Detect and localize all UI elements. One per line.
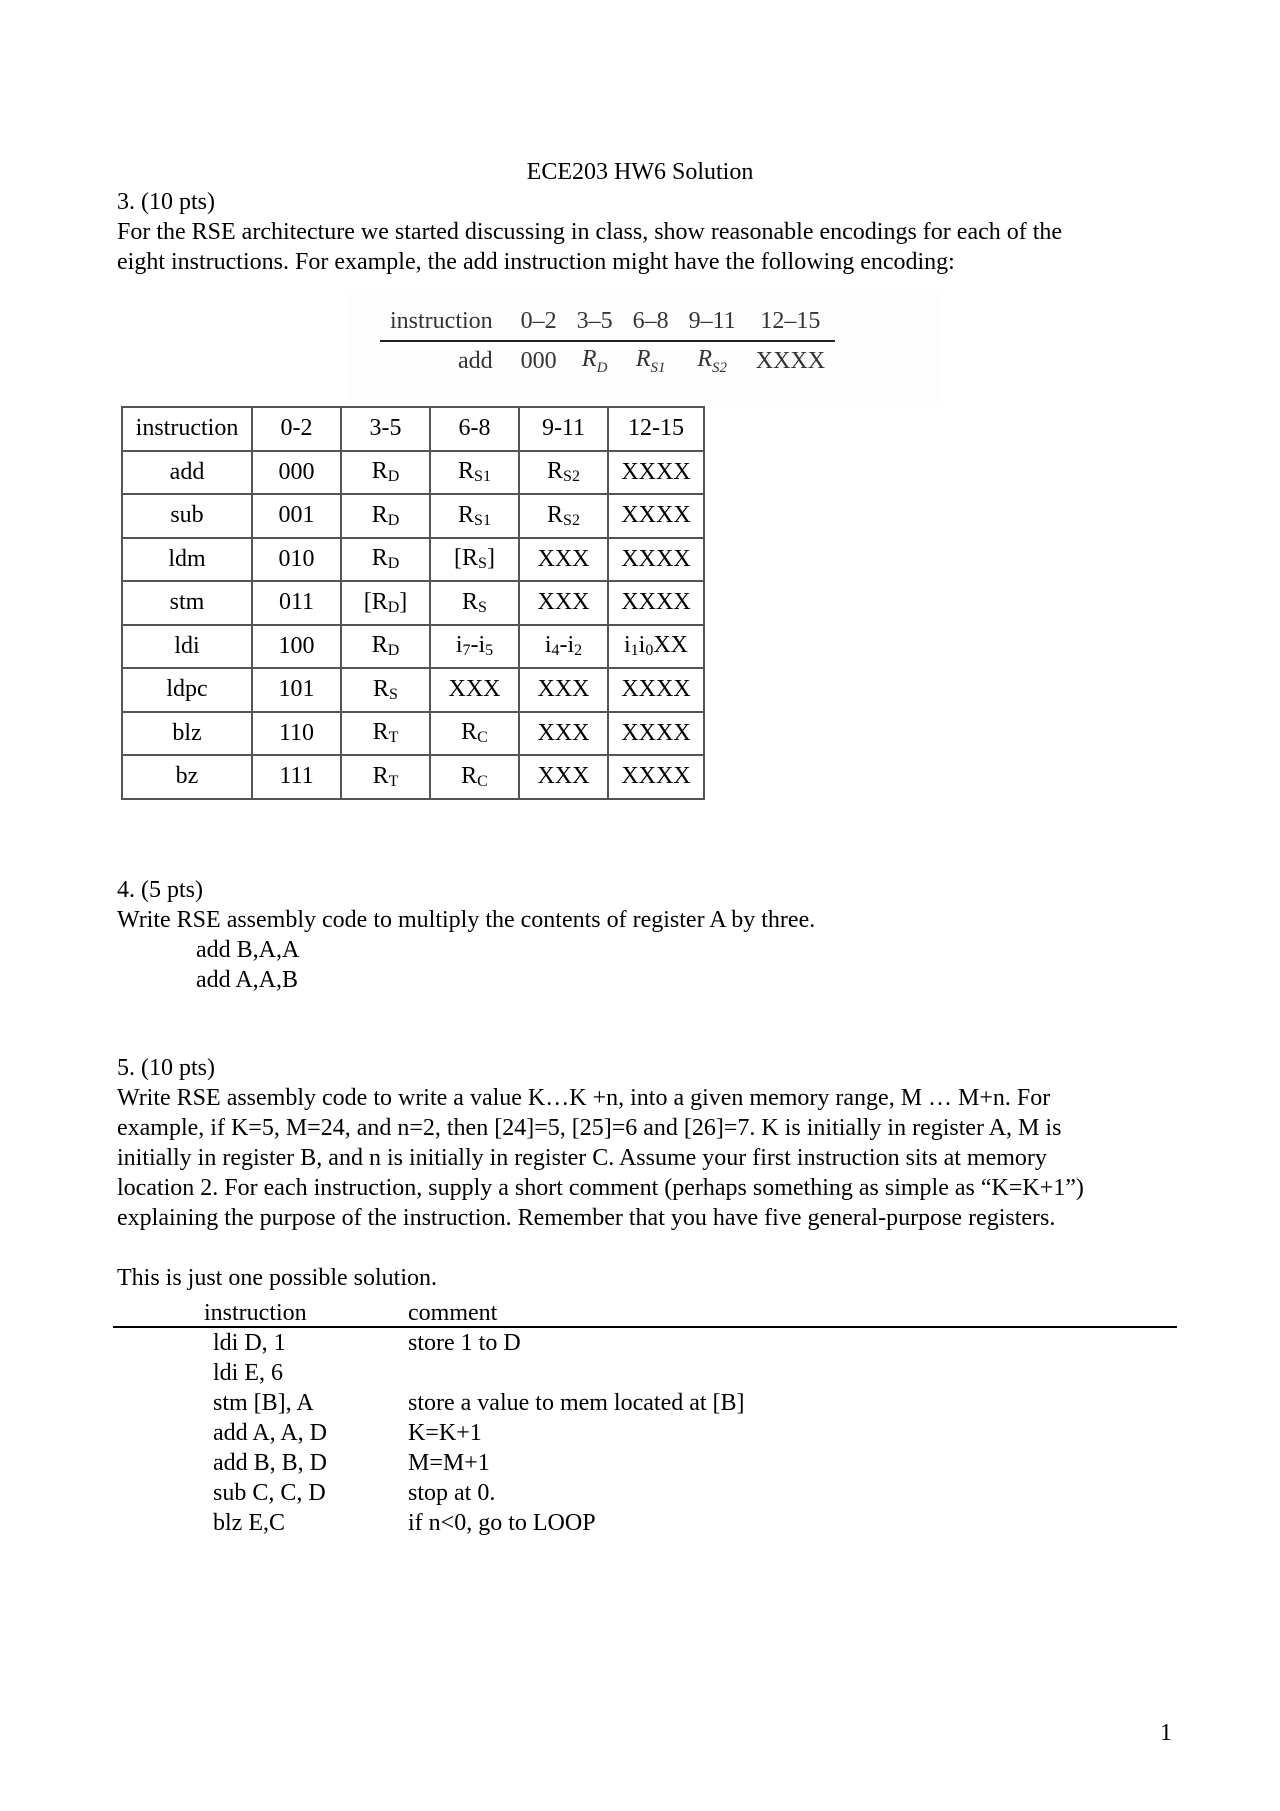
header-cell: 9-11 <box>519 407 608 451</box>
table-header-row <box>122 407 704 451</box>
table-cell: RD <box>341 625 430 669</box>
page-number: 1 <box>1160 1720 1172 1746</box>
q5-text-line: initially in register B, and n is initially in register C. Assume your first instruction sits at memory <box>117 1145 1047 1171</box>
table-cell: 001 <box>252 494 341 538</box>
q5-text-line: Write RSE assembly code to write a value K…K +n, into a given memory range, M … M+n. For <box>117 1085 1051 1111</box>
table-cell: 110 <box>252 712 341 756</box>
example-cell: XXXX <box>755 347 826 374</box>
listing-comment: store a value to mem located at [B] <box>408 1390 745 1416</box>
example-header-cell: 9–11 <box>679 302 746 341</box>
table-cell: 010 <box>252 538 341 582</box>
listing-comment: stop at 0. <box>408 1480 496 1506</box>
listing-instruction: blz E,C <box>213 1510 285 1536</box>
example-cell: $R_{S1}$ <box>635 345 666 376</box>
table-cell: XXX <box>519 755 608 799</box>
table-cell: bz <box>122 755 252 799</box>
example-encoding-figure <box>346 290 942 402</box>
table-cell: XXXX <box>608 712 704 756</box>
listing-instruction: ldi E, 6 <box>213 1360 283 1386</box>
q3-text-line: For the RSE architecture we started discussing in class, show reasonable encodings for each of the <box>117 219 1063 245</box>
q3-heading: 3. (10 pts) <box>117 189 215 215</box>
example-header-cell: 3–5 <box>567 302 623 341</box>
table-cell: XXXX <box>608 668 704 712</box>
table-cell: RS2 <box>519 451 608 495</box>
table-cell: XXXX <box>608 581 704 625</box>
table-cell: [RS] <box>430 538 519 582</box>
table-cell: 000 <box>252 451 341 495</box>
table-cell: XXX <box>519 538 608 582</box>
table-cell: 101 <box>252 668 341 712</box>
table-cell: stm <box>122 581 252 625</box>
table-cell: 111 <box>252 755 341 799</box>
table-cell: RC <box>430 712 519 756</box>
q5-heading: 5. (10 pts) <box>117 1055 215 1081</box>
table-cell: RD <box>341 494 430 538</box>
table-cell: add <box>122 451 252 495</box>
table-cell: RS <box>430 581 519 625</box>
example-cell: add <box>458 347 493 374</box>
table-cell: XXX <box>519 712 608 756</box>
table-cell: XXXX <box>608 451 704 495</box>
table-cell: XXXX <box>608 494 704 538</box>
q5-section <box>117 1053 1177 1293</box>
table-cell: ldm <box>122 538 252 582</box>
listing-instruction: add A, A, D <box>213 1420 327 1446</box>
table-cell: XXXX <box>608 755 704 799</box>
example-cell: $R_{S2}$ <box>697 345 728 376</box>
page-title: ECE203 HW6 Solution <box>526 159 754 185</box>
listing-comment: K=K+1 <box>408 1420 482 1446</box>
listing-header-comment: comment <box>408 1300 498 1326</box>
q5-note: This is just one possible solution. <box>117 1265 438 1291</box>
example-header-cell: 6–8 <box>623 302 679 341</box>
table-cell: RD <box>341 451 430 495</box>
header-cell: 6-8 <box>430 407 519 451</box>
listing-instruction: add B, B, D <box>213 1450 327 1476</box>
q5-text-line: explaining the purpose of the instruction. Remember that you have five general-purpose registers. <box>117 1205 1056 1231</box>
q5-text-line: example, if K=5, M=24, and n=2, then [24]=5, [25]=6 and [26]=7. K is initially in register A, M is <box>117 1115 1062 1141</box>
header-cell: instruction <box>122 407 252 451</box>
table-cell: RS2 <box>519 494 608 538</box>
table-cell: ldpc <box>122 668 252 712</box>
example-cell: $R_D$ <box>581 345 608 376</box>
table-cell: XXX <box>430 668 519 712</box>
header-cell: 12-15 <box>608 407 704 451</box>
table-row <box>122 668 704 712</box>
table-cell: RT <box>341 712 430 756</box>
listing-instruction: ldi D, 1 <box>213 1330 286 1356</box>
table-row <box>122 581 704 625</box>
table-cell: [RD] <box>341 581 430 625</box>
table-cell: sub <box>122 494 252 538</box>
code-line: add A,A,B <box>196 967 298 993</box>
listing-comment: M=M+1 <box>408 1450 490 1476</box>
table-row <box>122 451 704 495</box>
table-cell: RS1 <box>430 451 519 495</box>
table-row <box>122 755 704 799</box>
table-cell: RT <box>341 755 430 799</box>
table-cell: RC <box>430 755 519 799</box>
example-encoding-table <box>380 302 835 380</box>
table-cell: XXX <box>519 668 608 712</box>
table-cell: ldi <box>122 625 252 669</box>
table-row <box>122 494 704 538</box>
listing-comment: if n<0, go to LOOP <box>408 1510 596 1536</box>
header-cell: 0-2 <box>252 407 341 451</box>
table-cell: 011 <box>252 581 341 625</box>
q4-section <box>117 875 1177 935</box>
table-cell: XXX <box>519 581 608 625</box>
table-cell: i4-i2 <box>519 625 608 669</box>
header-cell: 3-5 <box>341 407 430 451</box>
listing-comments <box>408 1328 745 1538</box>
listing-instruction: sub C, C, D <box>213 1480 326 1506</box>
q5-text-line: location 2. For each instruction, supply a short comment (perhaps something as simple as “K=K+1”) <box>117 1175 1084 1201</box>
table-cell: i7-i5 <box>430 625 519 669</box>
listing-instructions <box>213 1328 327 1538</box>
table-row <box>122 625 704 669</box>
table-row <box>122 538 704 582</box>
code-line: add B,A,A <box>196 937 300 963</box>
listing-comment <box>408 1358 745 1388</box>
table-cell: XXXX <box>608 538 704 582</box>
q4-text: Write RSE assembly code to multiply the contents of register A by three. <box>117 907 816 933</box>
table-row <box>122 712 704 756</box>
q4-code <box>196 935 299 995</box>
q3-text-line: eight instructions. For example, the add instruction might have the following encoding: <box>117 249 955 275</box>
table-cell: RS <box>341 668 430 712</box>
listing-instruction: stm [B], A <box>213 1390 314 1416</box>
listing-comment: store 1 to D <box>408 1330 521 1356</box>
q4-heading: 4. (5 pts) <box>117 877 203 903</box>
table-cell: RD <box>341 538 430 582</box>
q3-section <box>117 187 1177 277</box>
example-header-cell: 0–2 <box>511 302 567 341</box>
example-header-cell: 12–15 <box>746 302 835 341</box>
table-cell: i1i0XX <box>608 625 704 669</box>
encoding-table <box>121 406 705 800</box>
table-cell: 100 <box>252 625 341 669</box>
example-cell: 000 <box>520 347 557 374</box>
example-header-cell: instruction <box>380 302 511 341</box>
table-cell: RS1 <box>430 494 519 538</box>
table-cell: blz <box>122 712 252 756</box>
listing-header-instruction: instruction <box>204 1300 307 1326</box>
